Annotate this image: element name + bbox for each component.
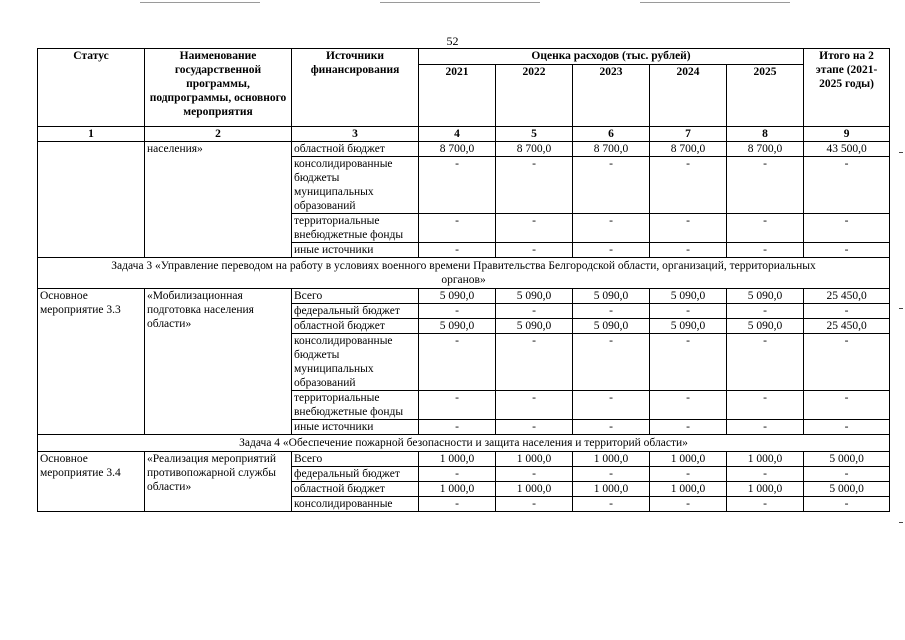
value-cell: - (573, 304, 650, 319)
source-cell: Всего (292, 289, 419, 304)
total-cell: - (804, 214, 890, 243)
value-cell: - (727, 391, 804, 420)
task-3-heading: Задача 3 «Управление переводом на работу в условиях военного времени Правительства Белгородской области, организаций, территориальных органов» (38, 258, 890, 289)
value-cell: - (419, 467, 496, 482)
value-cell: - (419, 497, 496, 512)
value-cell: - (727, 334, 804, 391)
scan-edge-mark (899, 522, 903, 523)
header-row (38, 49, 890, 65)
header-year: 2025 (727, 65, 804, 127)
header-year: 2022 (496, 65, 573, 127)
value-cell: - (650, 304, 727, 319)
value-cell: - (727, 420, 804, 435)
column-number: 4 (419, 127, 496, 142)
header-year: 2021 (419, 65, 496, 127)
source-cell: федеральный бюджет (292, 304, 419, 319)
source-cell: территориальные внебюджетные фонды (292, 214, 419, 243)
header-estimate: Оценка расходов (тыс. рублей) (419, 49, 804, 65)
budget-table (37, 48, 890, 512)
value-cell: 5 090,0 (419, 319, 496, 334)
value-cell: 1 000,0 (727, 452, 804, 467)
value-cell: 1 000,0 (650, 452, 727, 467)
column-number: 7 (650, 127, 727, 142)
value-cell: - (419, 243, 496, 258)
value-cell: - (727, 497, 804, 512)
value-cell: - (650, 391, 727, 420)
value-cell: 8 700,0 (650, 142, 727, 157)
value-cell: - (573, 467, 650, 482)
scan-edge-mark (899, 308, 903, 309)
scan-artifact-line (640, 2, 790, 3)
value-cell: - (496, 334, 573, 391)
value-cell: 1 000,0 (727, 482, 804, 497)
total-cell: 43 500,0 (804, 142, 890, 157)
value-cell: 1 000,0 (650, 482, 727, 497)
value-cell: - (419, 420, 496, 435)
value-cell: - (727, 304, 804, 319)
status-cell: Основное мероприятие 3.4 (38, 452, 145, 512)
value-cell: - (727, 243, 804, 258)
value-cell: 8 700,0 (573, 142, 650, 157)
source-cell: областной бюджет (292, 482, 419, 497)
value-cell: - (496, 214, 573, 243)
value-cell: - (419, 334, 496, 391)
program-cell: «Реализация мероприятий противопожарной службы области» (145, 452, 292, 512)
value-cell: - (650, 243, 727, 258)
column-number: 6 (573, 127, 650, 142)
column-number: 3 (292, 127, 419, 142)
program-cell: населения» (145, 142, 292, 258)
total-cell: - (804, 334, 890, 391)
header-program: Наименование государственной программы, подпрограммы, основного мероприятия (145, 49, 292, 127)
value-cell: - (573, 214, 650, 243)
total-cell: 5 000,0 (804, 482, 890, 497)
table-row (38, 452, 890, 467)
status-cell: Основное мероприятие 3.3 (38, 289, 145, 435)
value-cell: - (419, 214, 496, 243)
value-cell: 1 000,0 (573, 452, 650, 467)
column-numbers-row (38, 127, 890, 142)
total-cell: - (804, 157, 890, 214)
value-cell: - (573, 391, 650, 420)
total-cell: 5 000,0 (804, 452, 890, 467)
total-cell: - (804, 304, 890, 319)
value-cell: - (650, 334, 727, 391)
value-cell: 8 700,0 (727, 142, 804, 157)
scan-edge-mark (899, 152, 903, 153)
scan-artifact-line (380, 2, 540, 3)
source-cell: федеральный бюджет (292, 467, 419, 482)
value-cell: - (496, 420, 573, 435)
source-cell: консолидированные бюджеты муниципальных образований (292, 157, 419, 214)
total-cell: - (804, 420, 890, 435)
value-cell: - (419, 304, 496, 319)
value-cell: 8 700,0 (419, 142, 496, 157)
value-cell: 1 000,0 (573, 482, 650, 497)
value-cell: - (419, 391, 496, 420)
value-cell: 1 000,0 (496, 452, 573, 467)
program-cell: «Мобилизационная подготовка населения области» (145, 289, 292, 435)
table-row (38, 289, 890, 304)
value-cell: - (496, 467, 573, 482)
value-cell: - (650, 497, 727, 512)
value-cell: 5 090,0 (650, 319, 727, 334)
value-cell: - (496, 391, 573, 420)
value-cell: - (496, 497, 573, 512)
column-number: 9 (804, 127, 890, 142)
total-cell: - (804, 467, 890, 482)
value-cell: - (727, 214, 804, 243)
source-cell: областной бюджет (292, 142, 419, 157)
value-cell: 5 090,0 (496, 319, 573, 334)
source-cell: Всего (292, 452, 419, 467)
value-cell: - (727, 157, 804, 214)
total-cell: 25 450,0 (804, 289, 890, 304)
value-cell: - (650, 157, 727, 214)
column-number: 2 (145, 127, 292, 142)
source-cell: иные источники (292, 420, 419, 435)
task-row (38, 258, 890, 289)
value-cell: 1 000,0 (419, 482, 496, 497)
task-row (38, 435, 890, 452)
value-cell: - (727, 467, 804, 482)
column-number: 8 (727, 127, 804, 142)
value-cell: - (650, 467, 727, 482)
value-cell: 1 000,0 (496, 482, 573, 497)
value-cell: - (650, 420, 727, 435)
value-cell: 5 090,0 (727, 289, 804, 304)
total-cell: - (804, 497, 890, 512)
value-cell: - (573, 243, 650, 258)
task-4-heading: Задача 4 «Обеспечение пожарной безопасности и защита населения и территорий области» (38, 435, 890, 452)
header-year: 2023 (573, 65, 650, 127)
source-cell: областной бюджет (292, 319, 419, 334)
value-cell: - (496, 304, 573, 319)
column-number: 5 (496, 127, 573, 142)
status-cell (38, 142, 145, 258)
value-cell: - (496, 157, 573, 214)
header-status: Статус (38, 49, 145, 127)
value-cell: 5 090,0 (727, 319, 804, 334)
total-cell: - (804, 391, 890, 420)
source-cell: консолидированные (292, 497, 419, 512)
total-cell: - (804, 243, 890, 258)
value-cell: 5 090,0 (573, 319, 650, 334)
value-cell: 5 090,0 (573, 289, 650, 304)
total-cell: 25 450,0 (804, 319, 890, 334)
value-cell: 5 090,0 (496, 289, 573, 304)
header-year: 2024 (650, 65, 727, 127)
table-row (38, 142, 890, 157)
value-cell: - (573, 420, 650, 435)
value-cell: - (419, 157, 496, 214)
header-total: Итого на 2 этапе (2021-2025 годы) (804, 49, 890, 127)
value-cell: 8 700,0 (496, 142, 573, 157)
header-sources: Источники финансирования (292, 49, 419, 127)
value-cell: - (650, 214, 727, 243)
source-cell: консолидированные бюджеты муниципальных образований (292, 334, 419, 391)
value-cell: 1 000,0 (419, 452, 496, 467)
value-cell: 5 090,0 (419, 289, 496, 304)
value-cell: - (573, 497, 650, 512)
value-cell: - (573, 334, 650, 391)
value-cell: - (573, 157, 650, 214)
source-cell: территориальные внебюджетные фонды (292, 391, 419, 420)
source-cell: иные источники (292, 243, 419, 258)
value-cell: - (496, 243, 573, 258)
column-number: 1 (38, 127, 145, 142)
value-cell: 5 090,0 (650, 289, 727, 304)
page-number: 52 (446, 34, 459, 48)
scan-artifact-line (140, 2, 260, 3)
